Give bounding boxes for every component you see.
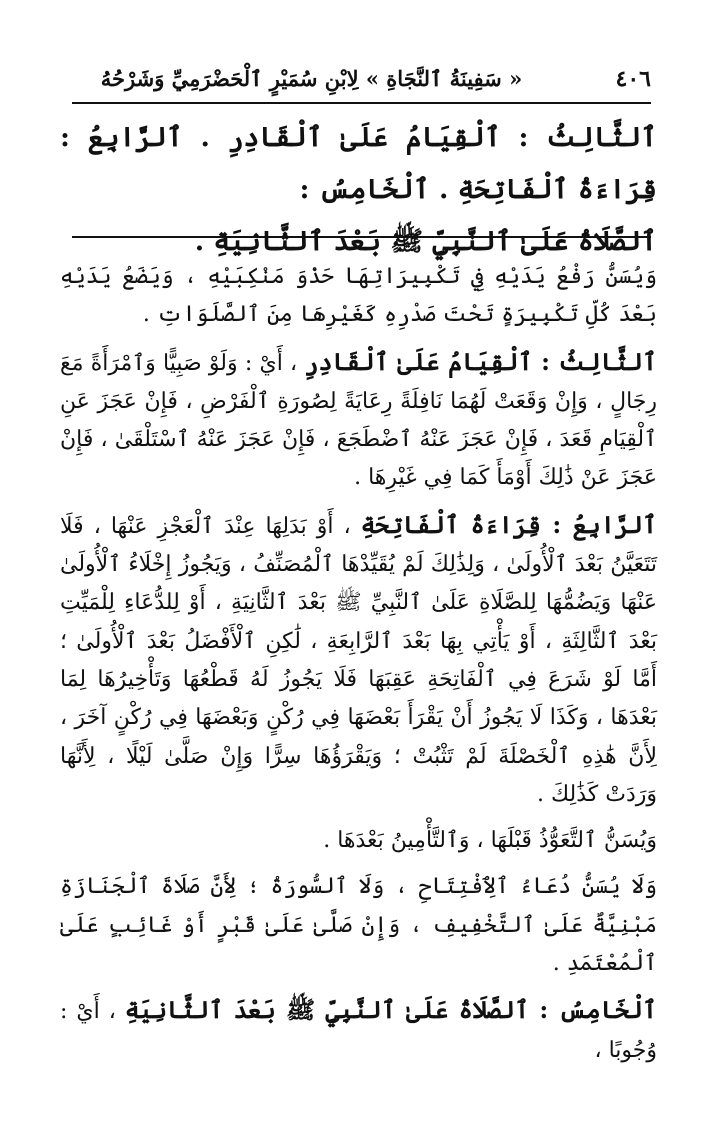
paragraph-2-text: ، أَيْ : وَلَوْ صَبِيًّا وَٱمْرَأَةً مَعَ رِجَالٍ ، وَإِنْ وَقَعَتْ لَهُمَا نَافِلَةً رِعَايَةً لِصُورَةِ ٱلْفَرْضِ ، فَإِنْ عَجَزَ عَنِ ٱلْقِيَامِ قَعَدَ ، فَإِنْ عَجَزَ عَنْهُ ٱضْطَجَعَ ، فَإِنْ عَجَزَ عَنْهُ ٱسْتَلْقَىٰ ، فَإِنْ عَجَزَ عَنْ ذَٰلِكَ أَوْمَأَ كَمَا فِي غَيْرِهَا . (60, 350, 657, 491)
paragraph-6-text: ، أَيْ : وُجُوبًا ، (60, 999, 657, 1063)
commentary-paragraph-2 (60, 343, 657, 498)
running-title: « سَفِينَةُ ٱلنَّجَاةِ » لِابْنِ سُمَيْرٍ ٱلْحَضْرَمِيِّ وَشَرْحُهُ (100, 66, 523, 91)
commentary-paragraph-1: وَيُسَنُّ رَفْعُ يَدَيْهِ فِي تَكْبِيرَاتِهَا حَذْوَ مَنْكِبَيْهِ ، وَيَضَعُ يَدَيْهِ بَعْدَ كُلِّ تَكْبِيرَةٍ تَحْتَ صَدْرِهِ كَغَيْرِهَا مِنَ ٱلصَّلَوَاتِ . (60, 264, 657, 328)
paragraph-3-heading: ٱلرَّابِعُ : قِرَاءَةُ ٱلْفَاتِحَةِ (360, 509, 657, 539)
commentary-paragraph-3 (60, 506, 657, 814)
paragraph-6-heading: ٱلْخَامِسُ : ٱلصَّلَاةُ عَلَىٰ ٱلنَّبِيِّ ﷺ بَعْدَ ٱلثَّانِيَةِ (124, 995, 657, 1025)
paragraph-3-text: ، أَوْ بَدَلِهَا عِنْدَ ٱلْعَجْزِ عَنْهَا ، فَلَا تَتَعَيَّنُ بَعْدَ ٱلْأُولَىٰ ، وَلِذَٰلِكَ لَمْ يُقَيِّدْهَا ٱلْمُصَنِّفُ ، وَيَجُوزُ إِخْلَاءُ ٱلْأُولَىٰ عَنْهَا وَيَضُمُّهَا لِلصَّلَاةِ عَلَىٰ ٱلنَّبِيِّ ﷺ بَعْدَ ٱلثَّانِيَةِ ، أَوْ لِلدُّعَاءِ لِلْمَيِّتِ بَعْدَ ٱلثَّالِثَةِ ، أَوْ يَأْتِي بِهَا بَعْدَ ٱلرَّابِعَةِ ، لَٰكِنِ ٱلْأَفْضَلُ بَعْدَ ٱلْأُولَىٰ ؛ أَمَّا لَوْ شَرَعَ فِي ٱلْفَاتِحَةِ عَقِبَهَا فَلَا يَجُوزُ لَهُ قَطْعُهَا وَتَأْخِيرُهَا لِمَا بَعْدَهَا ، وَكَذَا لَا يَجُوزُ أَنْ يَقْرَأَ بَعْضَهَا فِي رُكْنٍ وَبَعْضَهَا فِي رُكْنٍ آخَرَ ، لِأَنَّ هَٰذِهِ ٱلْخَصْلَةَ لَمْ تَثْبُتْ ؛ وَيَقْرَؤُهَا سِرًّا وَإِنْ صَلَّىٰ لَيْلًا ، لِأَنَّهَا وَرَدَتْ كَذَٰلِكَ . (60, 513, 657, 807)
commentary-paragraph-4: وَيُسَنُّ ٱلتَّعَوُّذُ قَبْلَهَا ، وَٱلتَّأْمِينُ بَعْدَهَا . (323, 828, 657, 854)
main-text-line-2: ٱلصَّلَاةُ عَلَىٰ ٱلنَّبِيِّ ﷺ بَعْدَ ٱلثَّانِيَةِ . (194, 226, 657, 257)
page-header (72, 58, 651, 98)
paragraph-2-heading: ٱلثَّالِثُ : ٱلْقِيَامُ عَلَىٰ ٱلْقَادِرِ (304, 346, 657, 376)
commentary-paragraph-6 (60, 991, 657, 1070)
main-text-line-1: ٱلثَّالِثُ : ٱلْقِيَامُ عَلَىٰ ٱلْقَادِرِ . ٱلرَّابِعُ : قِرَاءَةُ ٱلْفَاتِحَةِ . ٱلْخَامِسُ : (60, 122, 657, 205)
commentary-block (60, 258, 657, 1078)
commentary-paragraph-5: وَلَا يُسَنُّ دُعَاءُ ٱلِٱفْتِتَاحِ ، وَلَا ٱلسُّورَةُ ؛ لِأَنَّ صَلَاةَ ٱلْجَنَازَةِ مَبْنِيَّةٌ عَلَىٰ ٱلتَّخْفِيفِ ، وَإِنْ صَلَّىٰ عَلَىٰ قَبْرٍ أَوْ غَائِبٍ عَلَىٰ ٱلْمُعْتَمَدِ . (60, 874, 657, 977)
main-text-divider (72, 236, 651, 238)
page-number: ٤٠٦ (615, 66, 651, 92)
main-text-block (60, 112, 657, 268)
header-divider (72, 102, 651, 104)
